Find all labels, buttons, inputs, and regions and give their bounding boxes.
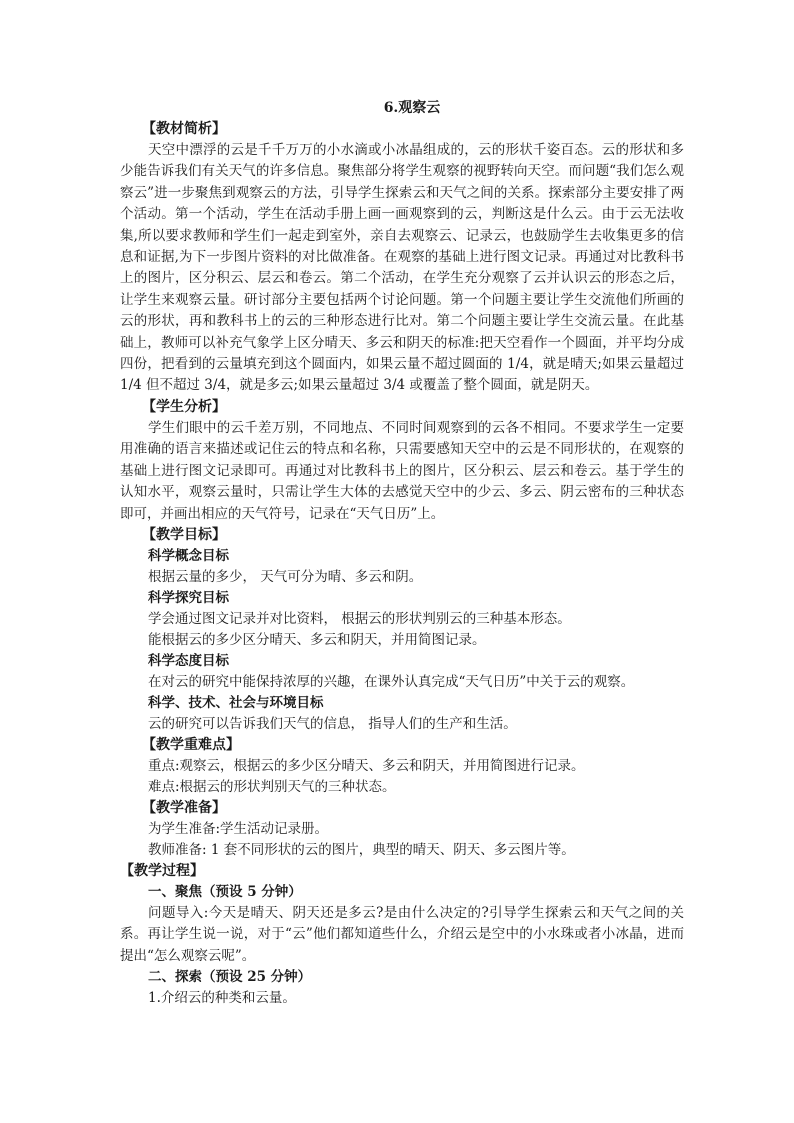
inquiry-goal-text-1: 学会通过图文记录并对比资料， 根据云的形状判别云的三种基本形态。 <box>148 610 571 627</box>
attitude-goal-text: 在对云的研究中能保持浓厚的兴趣，在课外认真完成“天气日历”中关于云的观察。 <box>148 673 635 690</box>
sts-goal-text: 云的研究可以告诉我们天气的信息， 指导人们的生产和生活。 <box>148 715 517 732</box>
student-text: 学生们眼中的云千差万别，不同地点、不同时间观察到的云各不相同。不要求学生一定要用准确的语言来描述或记住云的特点和名称，只需要感知天空中的云是不同形状的，在观察的基础上进行图文记录即可。再通过对比教科书上的图片，区分积云、层云和卷云。基于学生的认知水平，观察云量时，只需让学生大体的去感觉天空中的少云、多云、阴云密布的三种状态即可，并画出相应的天气符号，记录在“天气日历”上。 <box>120 419 684 522</box>
attitude-goal-heading: 科学态度目标 <box>148 652 229 669</box>
step1-heading: 一、聚焦（预设 5 分钟） <box>148 883 302 900</box>
material-text: 天空中漂浮的云是千千万万的小水滴或小冰晶组成的，云的形状千姿百态。云的形状和多少能告诉我们有关天气的许多信息。聚焦部分将学生观察的视野转向天空。而问题“我们怎么观察云”进一步聚焦到观察云的方法，引导学生探索云和天气之间的关系。探索部分主要安排了两个活动。第一个活动，学生在活动手册上画一画观察到的云，判断这是什么云。由于云无法收集,所以要求教师和学生们一起走到室外，亲自去观察云、记录云，也鼓励学生去收集更多的信息和证据,为下一步图片资料的对比做准备。在观察的基础上进行图文记录。再通过对比教科书上的图片，区分积云、层云和卷云。第二个活动，在学生充分观察了云并认识云的形态之后，让学生来观察云量。研讨部分主要包括两个讨论问题。第一个问题主要让学生交流他们所画的云的形状，再和教科书上的云的三种形态进行比对。第二个问题主要让学生交流云量。在此基础上，教师可以补充气象学上区分晴天、多云和阴天的标准:把天空看作一个圆面，并平均分成四份，把看到的云量填充到这个圆面内，如果云量不超过圆面的 1/4，就是晴天;如果云量超过 1/4 但不超过 3/4，就是多云;如果云量超过 3/4 或覆盖了整个圆面，就是阴天。 <box>120 142 684 394</box>
step2-heading: 二、探索（预设 25 分钟） <box>148 969 312 986</box>
concept-goal-heading: 科学概念目标 <box>148 547 229 564</box>
step1-text: 问题导入:今天是晴天、阴天还是多云?是由什么决定的?引导学生探索云和天气之间的关系。再让学生说一说，对于“云”他们都知道些什么，介绍云是空中的小水珠或者小冰晶，进而提出“怎么观察云呢”。 <box>120 904 684 964</box>
inquiry-goal-heading: 科学探究目标 <box>148 589 229 606</box>
difficult-point-text: 难点:根据云的形状判别天气的三种状态。 <box>148 778 396 795</box>
teacher-prep-text: 教师准备: 1 套不同形状的云的图片，典型的晴天、阴天、多云图片等。 <box>148 841 575 858</box>
document-body <box>120 98 684 1009</box>
goals-heading: 【教学目标】 <box>142 526 226 543</box>
concept-goal-text: 根据云量的多少， 天气可分为晴、多云和阴。 <box>148 568 423 585</box>
student-heading: 【学生分析】 <box>142 398 226 415</box>
process-heading: 【教学过程】 <box>120 862 204 879</box>
page-title: 6.观察云 <box>383 100 441 116</box>
prep-heading: 【教学准备】 <box>142 799 226 816</box>
student-prep-text: 为学生准备:学生活动记录册。 <box>148 820 329 837</box>
sts-goal-heading: 科学、技术、社会与环境目标 <box>148 694 324 711</box>
step2-item-1: 1.介绍云的种类和云量。 <box>148 990 296 1007</box>
material-heading: 【教材简析】 <box>142 121 226 137</box>
key-points-heading: 【教学重难点】 <box>142 736 240 753</box>
inquiry-goal-text-2: 能根据云的多少区分晴天、多云和阴天，并用简图记录。 <box>148 631 486 648</box>
key-point-text: 重点:观察云，根据云的多少区分晴天、多云和阴天，并用简图进行记录。 <box>148 757 585 774</box>
